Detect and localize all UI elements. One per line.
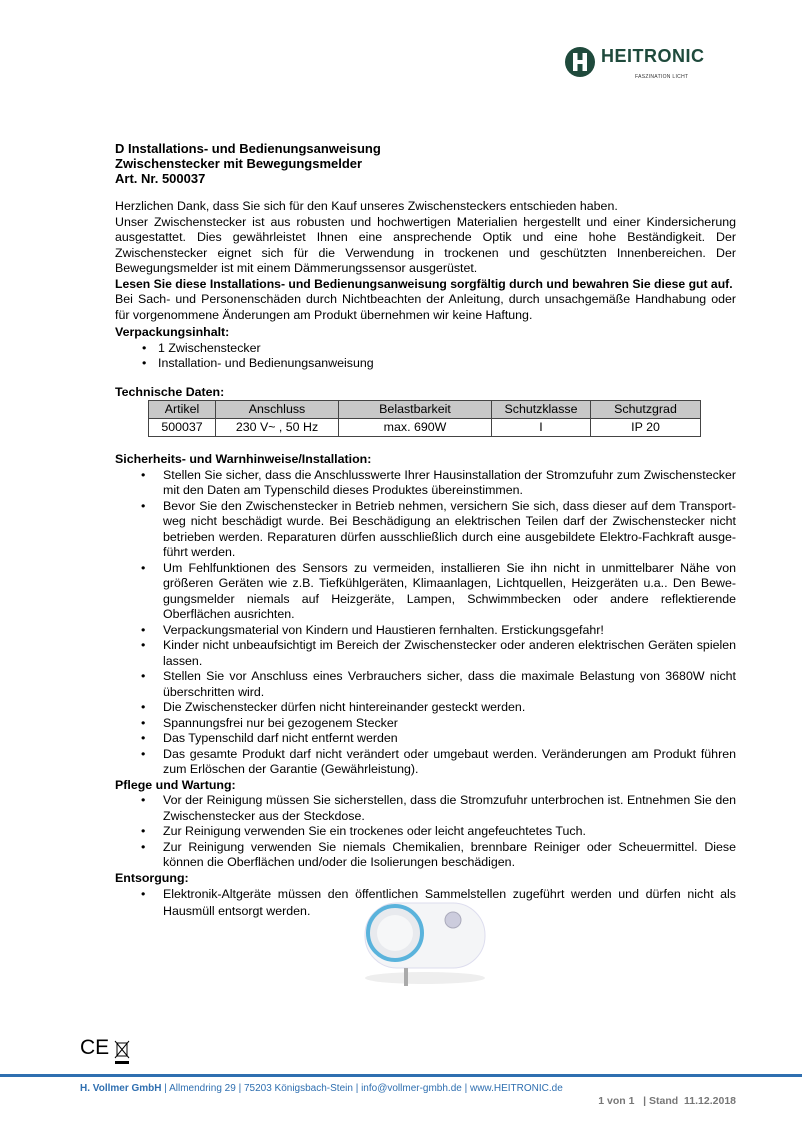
section-heading: Verpackungsinhalt:: [115, 325, 230, 339]
list-item: • Zur Reinigung verwenden Sie niemals Chemikalien, brennbare Reiniger oder Scheuermittel. Diese können die Oberflächen und/oder die Isolierungen beschädigen.: [115, 840, 736, 871]
list-item: • Stellen Sie vor Anschluss eines Verbrauchers sicher, dass die maximale Belastung von 3680W nicht überschritten wird.: [115, 669, 736, 700]
logo-tagline: FASZINATION LICHT: [635, 74, 689, 80]
list-item: • Bevor Sie den Zwischenstecker in Betrieb nehmen, versichern Sie sich, dass dieser auf dem Transport-weg nicht beschädigt wurde. Bei Beschädigung an elektrischen Teilen darf der Zwischenstecker nicht betrieben werden. Reparaturen dürfen ausschließlich durch eine ausgebildete Elektro-Fachkraft ausge-führt werden.: [115, 499, 736, 561]
section-heading: Entsorgung:: [115, 870, 189, 885]
list-item: • Elektronik-Altgeräte müssen den öffentlichen Sammelstellen zugeführt werden und dürfen nicht als Hausmüll entsorgt werden.: [115, 886, 736, 920]
list-item: • Installation- und Bedienungsanweisung: [115, 356, 736, 372]
product-image: [355, 898, 495, 993]
table-header: Belastbarkeit: [339, 401, 492, 419]
logo-h-icon: [563, 45, 597, 79]
list-item: • Das Typenschild darf nicht entfernt werden: [115, 731, 736, 747]
document-title: [115, 141, 736, 186]
logo-brand: HEITRONIC: [601, 46, 705, 66]
table-header: Artikel: [149, 401, 216, 419]
list-item: • Kinder nicht unbeaufsichtigt im Bereich der Zwischenstecker oder anderen elektrischen Geräten spielen lassen.: [115, 638, 736, 669]
table-cell: IP 20: [591, 419, 701, 437]
list-item: • Vor der Reinigung müssen Sie sicherstellen, dass die Stromzufuhr unterbrochen ist. Entnehmen Sie den Zwischenstecker aus der Steckdose.: [115, 793, 736, 824]
footer-divider: [0, 1074, 802, 1077]
list-item: • Das gesamte Produkt darf nicht verändert oder umgebaut werden. Veränderungen am Produkt führen zum Erlöschen der Garantie (Gewährleistung).: [115, 747, 736, 778]
list-item: • 1 Zwischenstecker: [115, 341, 736, 357]
ce-mark: [80, 1036, 110, 1059]
footer-company: H. Vollmer GmbH: [80, 1083, 162, 1094]
title-line: Zwischenstecker mit Bewegungsmelder: [115, 156, 363, 171]
page-number: 1 von 1 | Stand 11.12.2018: [598, 1095, 736, 1107]
table-header: Schutzgrad: [591, 401, 701, 419]
intro-p2: Unser Zwischenstecker ist aus robusten und hochwertigen Materialien hergestellt und einer Kindersicherung ausgestattet. Dies gewährleistet Ihnen eine ansprechende Optik und eine hohe Beständigkeit. Der Zwischenstecker eignet sich für die Verwendung in trockenen und geschützten Innenbereichen. Der Bewegungsmelder ist mit einem Dämmerungssensor ausgerüstet.: [115, 214, 736, 275]
package-section: [115, 325, 736, 372]
weee-bin-icon: [113, 1038, 131, 1065]
table-cell: I: [492, 419, 591, 437]
list-item: • Verpackungsmaterial von Kindern und Haustieren fernhalten. Erstickungsgefahr!: [115, 623, 736, 639]
list-item: • Die Zwischenstecker dürfen nicht hintereinander gesteckt werden.: [115, 700, 736, 716]
list-item: • Zur Reinigung verwenden Sie ein trockenes oder leicht angefeuchtetes Tuch.: [115, 824, 736, 840]
intro-p1: Herzlichen Dank, dass Sie sich für den Kauf unseres Zwischensteckers entschieden haben.: [115, 199, 618, 213]
ce-label: CE: [80, 1036, 110, 1059]
section-heading: Pflege und Wartung:: [115, 777, 236, 792]
footer-contact: | Allmendring 29 | 75203 Königsbach-Stein | info@vollmer-gmbh.de | www.HEITRONIC.de: [161, 1083, 563, 1094]
title-line: Art. Nr. 500037: [115, 171, 206, 186]
heitronic-logo: [563, 45, 705, 84]
table-header: Anschluss: [216, 401, 339, 419]
table-cell: max. 690W: [339, 419, 492, 437]
list-item: • Spannungsfrei nur bei gezogenem Stecker: [115, 716, 736, 732]
list-item: • Stellen Sie sicher, dass die Anschlusswerte Ihrer Hausinstallation der Stromzufuhr zum Zwischenstecker mit den Daten am Typenschild dieses Produktes übereinstimmen.: [115, 468, 736, 499]
table-cell: 230 V~ , 50 Hz: [216, 419, 339, 437]
safety-section: [115, 452, 736, 920]
tech-section: [115, 385, 736, 401]
section-heading: Sicherheits- und Warnhinweise/Installation:: [115, 452, 372, 466]
list-item: • Um Fehlfunktionen des Sensors zu vermeiden, installieren Sie ihn nicht in unmittelbarer Nähe von größeren Geräten wie z.B. Tiefkühlgeräten, Klimaanlagen, Lichtquellen, Heizgeräten u.a.. Den Bewe-gungsmelder niemals auf Heizgeräte, Lampen, Schwimmbecken oder andere reflektierende Oberflächen ausrichten.: [115, 561, 736, 623]
table-header: Schutzklasse: [492, 401, 591, 419]
title-line: D Installations- und Bedienungsanweisung: [115, 141, 381, 156]
footer-address: [80, 1081, 563, 1097]
intro: [115, 199, 736, 323]
tech-table: [148, 400, 701, 437]
intro-p4: Bei Sach- und Personenschäden durch Nichtbeachten der Anleitung, durch unsachgemäße Handhabung oder für vorgenommene Änderungen am Produkt übernehmen wir keine Haftung.: [115, 292, 736, 322]
intro-p3: Lesen Sie diese Installations- und Bedienungsanweisung sorgfältig durch und bewahren Sie diese gut auf.: [115, 276, 733, 291]
table-cell: 500037: [149, 419, 216, 437]
section-heading: Technische Daten:: [115, 385, 225, 399]
